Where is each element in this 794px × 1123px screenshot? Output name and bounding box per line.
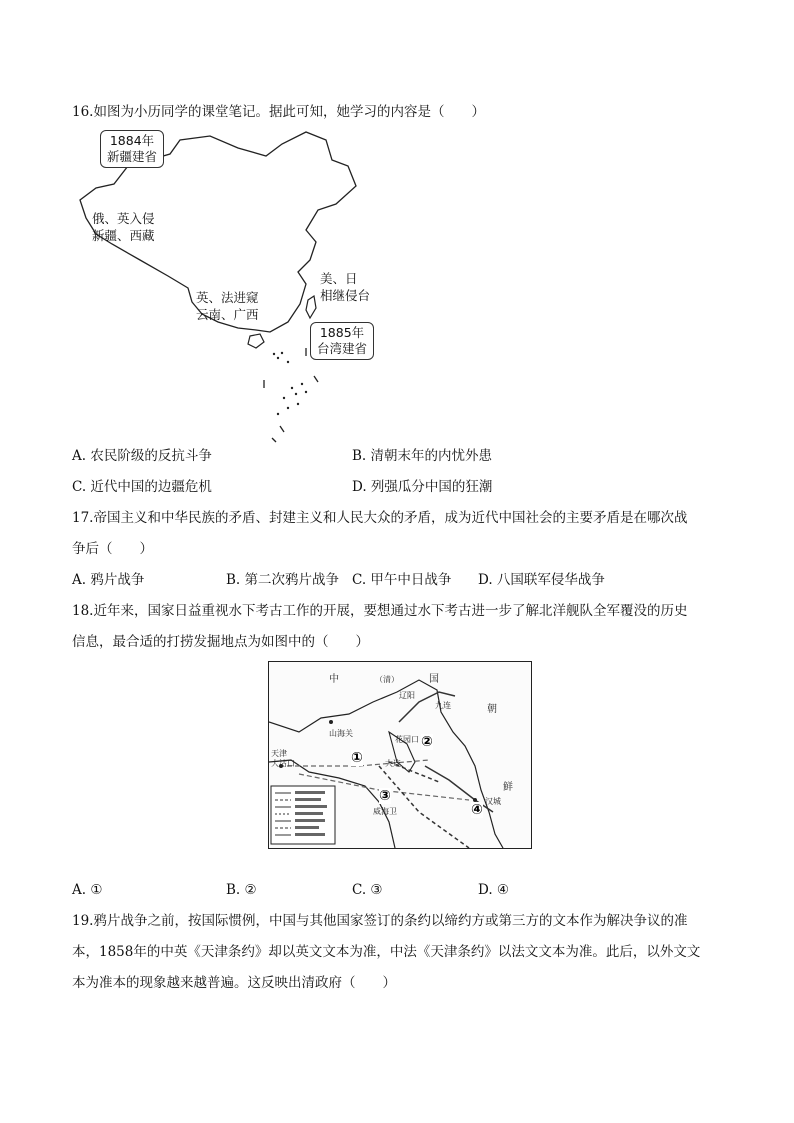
q17-stem-line1: 17.帝国主义和中华民族的矛盾、封建主义和人民大众的矛盾，成为近代中国社会的主要矛盾是在哪次战 xyxy=(72,510,688,526)
us-japan-label xyxy=(320,270,370,304)
map-label-qing: （清） xyxy=(375,675,399,684)
sino-japanese-war-map xyxy=(268,661,532,849)
us-japan-line1: 美、日 xyxy=(320,271,358,286)
marker-1: ① xyxy=(351,750,363,766)
taiwan-text: 台湾建省 xyxy=(317,341,368,356)
russia-uk-line1: 俄、英入侵 xyxy=(92,211,155,226)
map-label-zhong: 中 xyxy=(329,674,339,685)
q17-stem-line2: 争后（ ） xyxy=(72,541,153,557)
marker-4: ④ xyxy=(471,802,483,818)
q18-option-a[interactable]: A. ① xyxy=(72,882,103,898)
russia-uk-line2: 新疆、西藏 xyxy=(92,228,155,243)
uk-france-line1: 英、法进窥 xyxy=(196,290,259,305)
uk-france-line2: 云南、广西 xyxy=(196,307,259,322)
uk-france-label xyxy=(196,289,259,323)
map-label-dalian: 大连 xyxy=(385,759,401,768)
map-label-jiulian: 九连 xyxy=(435,701,451,710)
q18-stem-line1: 18.近年来，国家日益重视水下考古工作的开展，要想通过水下考古进一步了解北洋舰队全军覆没的历史 xyxy=(72,603,688,619)
russia-uk-label xyxy=(92,210,155,244)
q18-option-c[interactable]: C. ③ xyxy=(352,882,383,898)
xinjiang-province-box xyxy=(100,130,164,168)
xinjiang-year: 1884年 xyxy=(109,133,155,148)
q16-stem: 16.如图为小历同学的课堂笔记。据此可知，她学习的内容是（ ） xyxy=(72,104,485,120)
q19-stem-line3: 本为准本的现象越来越普遍。这反映出清政府（ ） xyxy=(72,975,396,991)
q17-option-a[interactable]: A. 鸦片战争 xyxy=(72,572,145,588)
taiwan-year: 1885年 xyxy=(319,325,365,340)
map-label-huayuankou: 花园口 xyxy=(395,735,419,744)
map-label-chao: 朝 xyxy=(487,704,497,715)
q16-option-d[interactable]: D. 列强瓜分中国的狂潮 xyxy=(352,479,493,495)
map-label-tianjin: 天津 xyxy=(271,749,287,758)
q18-stem-line2: 信息，最合适的打捞发掘地点为如图中的（ ） xyxy=(72,634,369,650)
map-label-hancheng: 汉城 xyxy=(485,797,501,806)
q17-option-c[interactable]: C. 甲午中日战争 xyxy=(352,572,452,588)
q18-option-b[interactable]: B. ② xyxy=(226,882,257,898)
map-label-weihaiwei: 威海卫 xyxy=(373,807,397,816)
map-label-dagukou: 大沽口 xyxy=(271,759,295,768)
map-label-shanhaiguan: 山海关 xyxy=(329,729,353,738)
map-label-guo: 国 xyxy=(429,674,439,685)
q18-option-d[interactable]: D. ④ xyxy=(478,882,510,898)
us-japan-line2: 相继侵台 xyxy=(320,288,371,303)
china-map-figure xyxy=(70,126,390,444)
q16-option-c[interactable]: C. 近代中国的边疆危机 xyxy=(72,479,212,495)
taiwan-province-box xyxy=(310,322,374,360)
q19-stem-line2: 本，1858年的中英《天津条约》却以英文文本为准，中法《天津条约》以法文文本为准。此后，以外文文 xyxy=(72,944,701,960)
q16-option-b[interactable]: B. 清朝末年的内忧外患 xyxy=(352,448,493,464)
q17-option-b[interactable]: B. 第二次鸦片战争 xyxy=(226,572,340,588)
q16-option-a[interactable]: A. 农民阶级的反抗斗争 xyxy=(72,448,212,464)
map-label-liaoyang: 辽阳 xyxy=(399,691,415,700)
map-label-xian: 鲜 xyxy=(503,782,513,793)
q17-option-d[interactable]: D. 八国联军侵华战争 xyxy=(478,572,605,588)
marker-2: ② xyxy=(421,734,433,750)
marker-3: ③ xyxy=(379,788,391,804)
xinjiang-text: 新疆建省 xyxy=(107,149,158,164)
q19-stem-line1: 19.鸦片战争之前，按国际惯例，中国与其他国家签订的条约以缔约方或第三方的文本作为解决争议的准 xyxy=(72,913,688,929)
